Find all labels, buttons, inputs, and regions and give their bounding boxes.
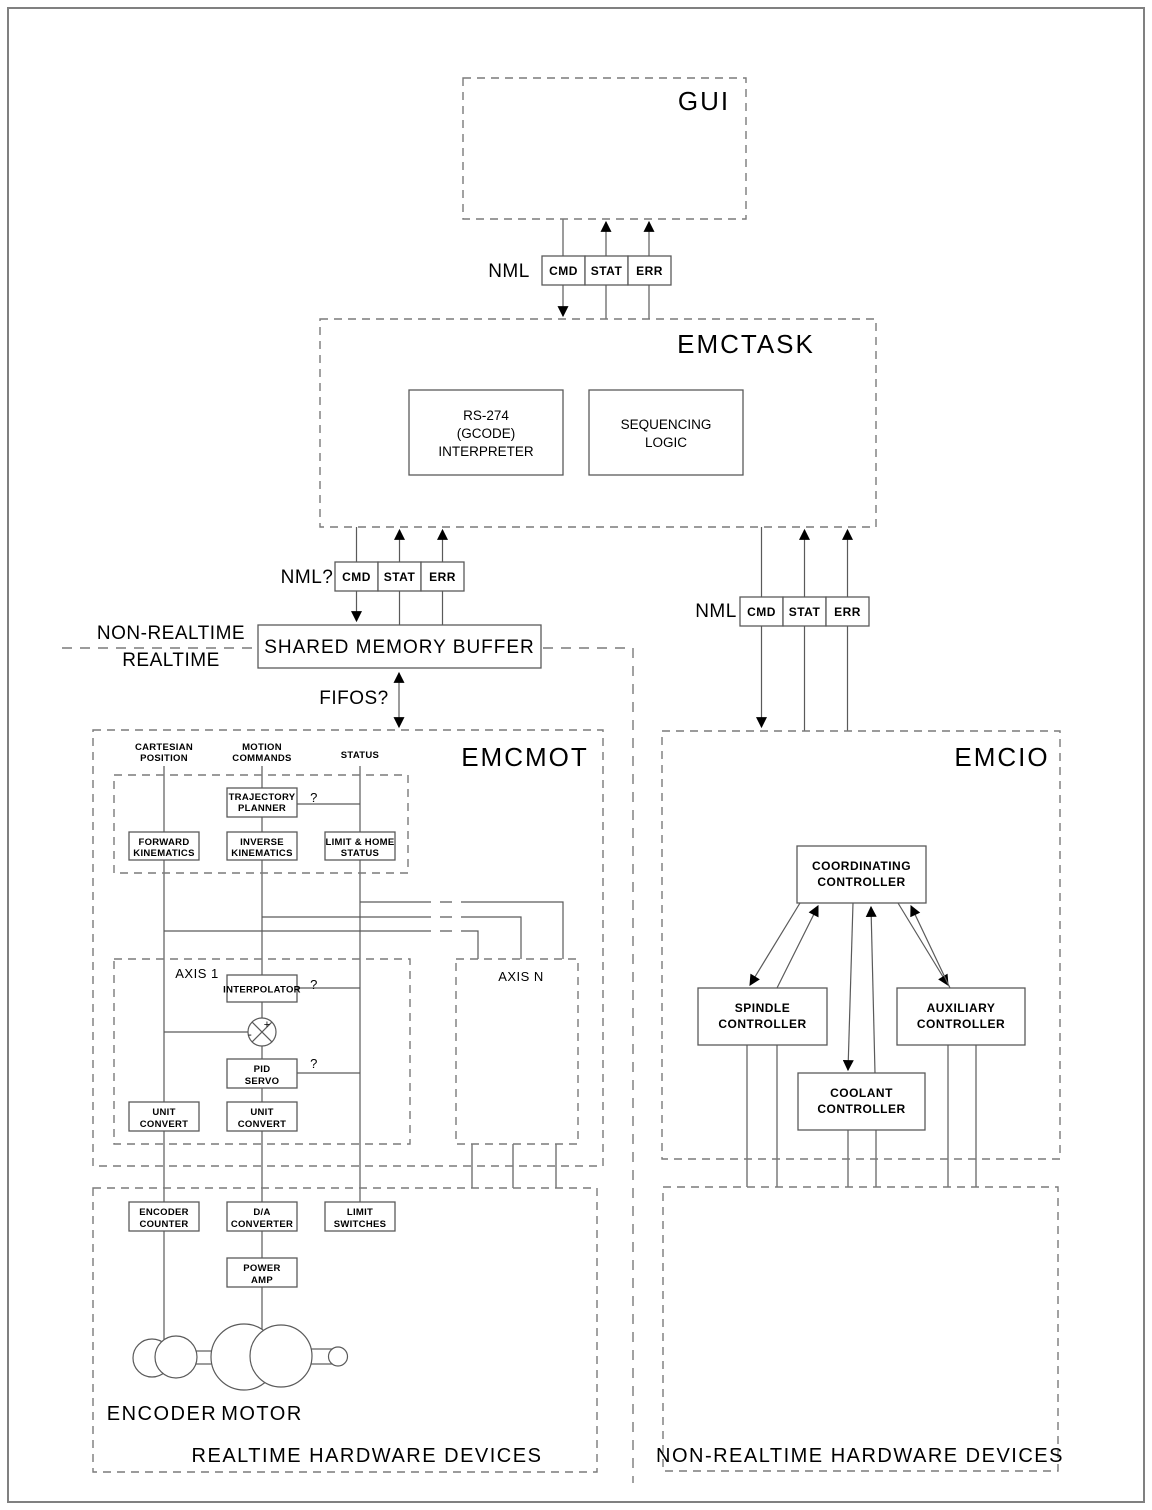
pid-servo-line-2: SERVO bbox=[244, 1076, 280, 1087]
da-converter-line-1: D/A bbox=[253, 1207, 271, 1218]
emcmot-box bbox=[93, 730, 603, 1166]
nml-io-err: ERR bbox=[834, 605, 861, 619]
unit-convert-output-line-1: UNIT bbox=[250, 1107, 274, 1118]
nonrealtime-hardware-label: NON-REALTIME HARDWARE DEVICES bbox=[656, 1445, 1064, 1467]
forward-kinematics-line-1: FORWARD bbox=[138, 837, 190, 848]
axisn-box bbox=[456, 959, 578, 1144]
summing-minus-sign: - bbox=[248, 1029, 252, 1041]
nml-gui-label: NML bbox=[488, 261, 530, 282]
auxiliary-controller-line-1: AUXILIARY bbox=[926, 1001, 996, 1015]
arrow-cc-to-auxiliary bbox=[898, 903, 948, 985]
encoder-body-right bbox=[155, 1336, 197, 1378]
pid-servo-line-1: PID bbox=[253, 1064, 271, 1075]
sequencing-line-1: SEQUENCING bbox=[620, 417, 712, 432]
encoder-counter-line-1: ENCODER bbox=[139, 1207, 189, 1218]
limit-home-status-line-2: STATUS bbox=[340, 848, 380, 859]
shared-memory-buffer-label: SHARED MEMORY BUFFER bbox=[264, 637, 535, 658]
nml-io-cmd: CMD bbox=[747, 605, 776, 619]
coolant-controller-line-1: COOLANT bbox=[830, 1086, 893, 1100]
coordinating-controller-line-1: COORDINATING bbox=[811, 859, 912, 873]
cartesian-position-line-2: POSITION bbox=[140, 753, 188, 764]
boundary-lower-label: REALTIME bbox=[122, 650, 220, 671]
bus-cartesian-right bbox=[461, 931, 478, 959]
motion-commands-line-1: MOTION bbox=[242, 742, 282, 753]
cartesian-position-line-1: CARTESIAN bbox=[134, 742, 194, 753]
axisn-label: AXIS N bbox=[498, 969, 544, 984]
question-interpolator: ? bbox=[310, 977, 318, 992]
coordinating-controller-line-2: CONTROLLER bbox=[817, 875, 906, 889]
arrow-cc-to-spindle bbox=[750, 903, 800, 985]
spindle-controller-line-2: CONTROLLER bbox=[718, 1017, 807, 1031]
limit-home-status-line-1: LIMIT & HOME bbox=[325, 837, 395, 848]
question-trajectory: ? bbox=[310, 790, 318, 805]
encoder-counter-line-2: COUNTER bbox=[139, 1219, 189, 1230]
interpreter-line-2: (GCODE) bbox=[456, 426, 516, 441]
power-amp-line-1: POWER bbox=[243, 1263, 281, 1274]
emcio-title: EMCIO bbox=[954, 742, 1050, 772]
inverse-kinematics-line-1: INVERSE bbox=[240, 837, 284, 848]
axis1-label: AXIS 1 bbox=[175, 966, 219, 981]
status-column-label: STATUS bbox=[340, 750, 380, 761]
arrow-cc-to-coolant bbox=[848, 903, 853, 1070]
unit-convert-feedback-line-2: CONVERT bbox=[139, 1119, 189, 1130]
nml-gui-stat: STAT bbox=[590, 264, 623, 278]
nonrealtime-hardware-box bbox=[663, 1187, 1058, 1471]
realtime-hardware-label: REALTIME HARDWARE DEVICES bbox=[191, 1445, 543, 1467]
summing-plus-sign: + bbox=[263, 1019, 271, 1031]
motor-body-right bbox=[250, 1325, 312, 1387]
bus-motion-right bbox=[461, 917, 521, 959]
interpolator-label: INTERPOLATOR bbox=[223, 984, 301, 996]
boundary-upper-label: NON-REALTIME bbox=[96, 623, 246, 644]
motor-label: MOTOR bbox=[221, 1403, 303, 1425]
nml-mot-err: ERR bbox=[429, 570, 456, 584]
trajectory-planner-line-1: TRAJECTORY bbox=[228, 792, 296, 803]
nml-mot-label: NML? bbox=[280, 567, 334, 588]
nml-gui-err: ERR bbox=[636, 264, 663, 278]
nml-io-stat: STAT bbox=[788, 605, 821, 619]
fifos-label: FIFOS? bbox=[319, 688, 389, 709]
sequencing-line-2: LOGIC bbox=[644, 435, 688, 450]
trajectory-planner-line-2: PLANNER bbox=[237, 803, 287, 814]
encoder-label: ENCODER bbox=[106, 1403, 218, 1425]
spindle-controller-line-1: SPINDLE bbox=[734, 1001, 791, 1015]
inverse-kinematics-line-2: KINEMATICS bbox=[231, 848, 293, 859]
nml-mot-stat: STAT bbox=[383, 570, 416, 584]
emcmot-title: EMCMOT bbox=[461, 742, 589, 772]
sequencing-logic-box bbox=[589, 390, 743, 475]
gui-title: GUI bbox=[677, 86, 731, 116]
limit-switches-line-2: SWITCHES bbox=[333, 1219, 387, 1230]
unit-convert-output-line-2: CONVERT bbox=[237, 1119, 287, 1130]
question-pid: ? bbox=[310, 1056, 318, 1071]
motor-shaft-cap bbox=[329, 1347, 348, 1366]
nml-io-label: NML bbox=[695, 601, 737, 622]
auxiliary-controller-line-2: CONTROLLER bbox=[916, 1017, 1006, 1031]
motion-commands-line-2: COMMANDS bbox=[232, 753, 292, 764]
power-amp-line-2: AMP bbox=[250, 1275, 274, 1286]
emctask-title: EMCTASK bbox=[677, 329, 815, 359]
interpreter-line-1: RS-274 bbox=[463, 408, 509, 423]
arrow-auxiliary-to-cc bbox=[911, 906, 950, 988]
interpreter-line-3: INTERPRETER bbox=[438, 444, 534, 459]
da-converter-line-2: CONVERTER bbox=[230, 1219, 294, 1230]
limit-switches-line-1: LIMIT bbox=[346, 1207, 374, 1218]
forward-kinematics-line-2: KINEMATICS bbox=[133, 848, 195, 859]
nml-gui-cmd: CMD bbox=[549, 264, 578, 278]
nml-mot-cmd: CMD bbox=[342, 570, 371, 584]
unit-convert-feedback-line-1: UNIT bbox=[152, 1107, 176, 1118]
arrow-coolant-to-cc bbox=[871, 907, 875, 1073]
coolant-controller-line-2: CONTROLLER bbox=[817, 1102, 906, 1116]
arrow-spindle-to-cc bbox=[777, 906, 818, 988]
